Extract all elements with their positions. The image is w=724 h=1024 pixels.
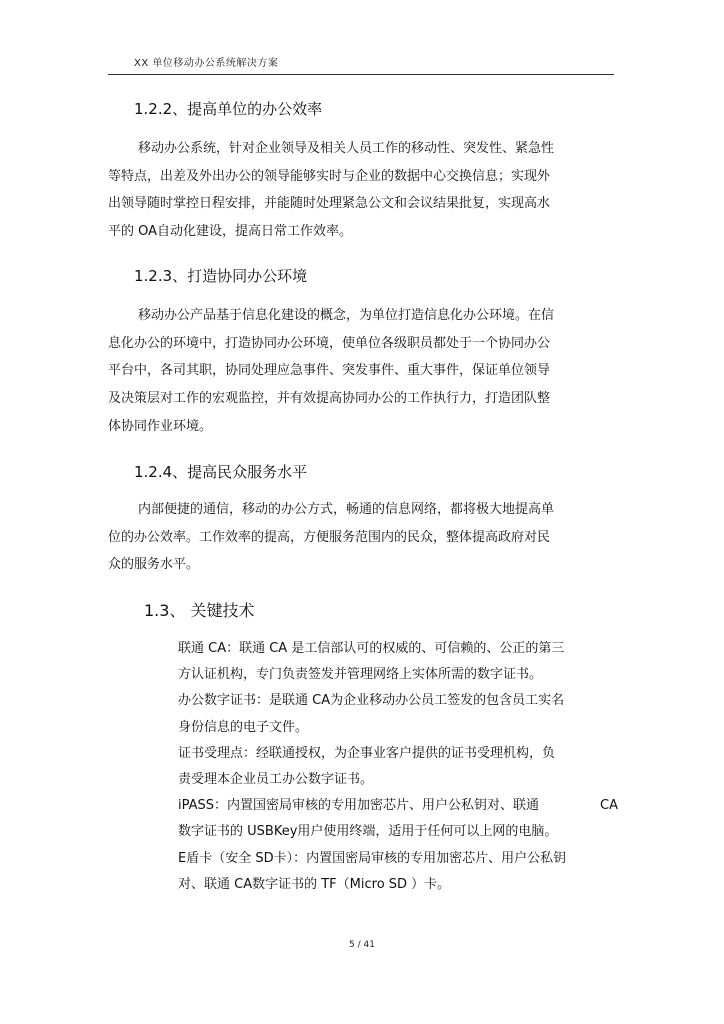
paragraph-line: 及决策层对工作的宏观监控，并有效提高协同办公的工作执行力，打造团队整	[108, 391, 551, 407]
section-body-1-2-4	[108, 496, 578, 579]
definition-line: 对、联通 CA数字证书的 TF（Micro SD ）卡。	[178, 876, 451, 892]
definition-line: 方认证机构，专门负责签发并管理网络上实体所需的数字证书。	[178, 667, 543, 683]
paragraph-line: 出领导随时掌控日程安排，并能随时处理紧急公文和会议结果批复，实现高水	[108, 196, 551, 212]
page-number: 5 / 41	[349, 940, 375, 950]
section-heading-1-2-4: 1.2.4、提高民众服务水平	[134, 463, 308, 481]
section-heading-1-2-2: 1.2.2、提高单位的办公效率	[134, 100, 323, 118]
header-divider	[108, 74, 614, 75]
paragraph-line: 位的办公效率。工作效率的提高，方便服务范围内的民众，整体提高政府对民	[108, 529, 551, 545]
running-header: XX 单位移动办公系统解决方案	[134, 58, 279, 69]
paragraph-line: 平的 OA自动化建设，提高日常工作效率。	[108, 224, 353, 240]
definition-line	[178, 793, 618, 819]
ipass-text: iPASS：内置国密局审核的专用加密芯片、用户公私钥对、联通	[178, 798, 540, 814]
definition-line: 责受理本企业员工办公数字证书。	[178, 772, 374, 788]
paragraph-line: 众的服务水平。	[108, 557, 200, 573]
paragraph-line: 平台中，各司其职，协同处理应急事件、突发事件、重大事件，保证单位领导	[108, 363, 551, 379]
definition-line: 办公数字证书：是联通 CA为企业移动办公员工签发的包含员工实名	[178, 693, 565, 709]
ipass-tail: CA	[600, 798, 618, 814]
definition-line: 联通 CA：联通 CA 是工信部认可的权威的、可信赖的、公正的第三	[178, 641, 565, 656]
section-body-1-2-2	[108, 135, 578, 246]
definition-line: 身份信息的电子文件。	[178, 719, 309, 735]
definition-line: E盾卡（安全 SD卡）：内置国密局审核的专用加密芯片、用户公私钥	[178, 850, 567, 866]
paragraph-line: 移动办公产品基于信息化建设的概念，为单位打造信息化办公环境。在信	[138, 308, 555, 323]
paragraph-line: 移动办公系统，针对企业领导及相关人员工作的移动性、突发性、紧急性	[138, 141, 555, 156]
definition-line: 证书受理点：经联通授权，为企事业客户提供的证书受理机构，负	[178, 745, 556, 761]
paragraph-line: 内部便捷的通信，移动的办公方式，畅通的信息网络，都将极大地提高单	[138, 502, 555, 517]
section-heading-1-3: 1.3、 关键技术	[144, 601, 255, 620]
paragraph-line: 体协同作业环境。	[108, 418, 213, 434]
paragraph-line: 息化办公的环境中，打造协同办公环境，使单位各级职员都处于一个协同办公	[108, 335, 551, 351]
paragraph-line: 等特点，出差及外出办公的领导能够实时与企业的数据中心交换信息；实现外	[108, 168, 551, 184]
definition-line: 数字证书的 USBKey用户使用终端，适用于任何可以上网的电脑。	[178, 824, 558, 840]
section-body-1-2-3	[108, 302, 578, 441]
key-tech-definitions	[178, 636, 618, 898]
section-heading-1-2-3: 1.2.3、打造协同办公环境	[134, 267, 308, 285]
